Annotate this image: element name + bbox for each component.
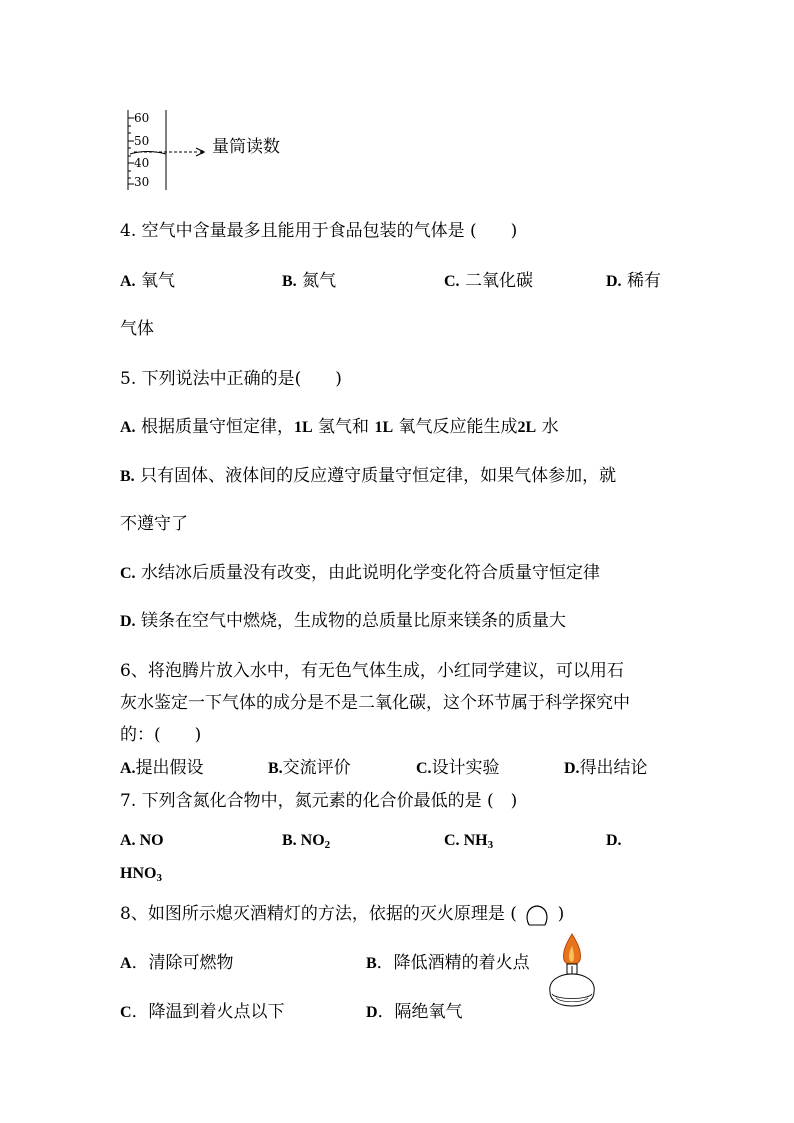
q6-stem-line2: 灰水鉴定一下气体的成分是不是二氧化碳，这个环节属于科学探究中 — [120, 693, 630, 713]
option-text-part: 根据质量守恒定律， — [140, 417, 294, 437]
option-label: C. — [416, 760, 432, 777]
q5-option-b-wrap: 不遵守了 — [120, 514, 188, 534]
option-label: B — [366, 955, 377, 972]
volume-value: 2L — [517, 419, 537, 436]
q7-stem: 7. 下列含氮化合物中，氮元素的化合价最低的是 ( ) — [120, 791, 518, 811]
option-text: NO — [300, 832, 325, 849]
option-text: 只有固体、液体间的反应遵守质量守恒定律，如果气体参加，就 — [140, 466, 617, 486]
option-label: D. — [120, 613, 136, 630]
option-text: NO — [139, 832, 164, 849]
q6-stem-line3: 的：( ) — [120, 725, 202, 745]
option-text: 提出假设 — [135, 758, 204, 778]
q8-stem-text: ) — [557, 904, 565, 924]
q4-stem: 4. 空气中含量最多且能用于食品包装的气体是 ( ) — [120, 221, 518, 241]
formula-subscript: 2 — [324, 839, 331, 851]
tick-label: 50 — [134, 134, 150, 148]
lamp-cap-icon — [522, 903, 552, 927]
volume-value: 1L — [293, 419, 313, 436]
option-label: D. — [606, 832, 622, 849]
q5-option-d — [120, 606, 566, 631]
q8-option-d — [366, 997, 463, 1022]
option-text: ．降低酒精的着火点 — [376, 953, 530, 973]
option-label: B. — [120, 468, 135, 485]
tick-label: 30 — [134, 175, 150, 189]
option-text: ．清除可燃物 — [131, 953, 234, 973]
tick-label: 40 — [134, 156, 150, 170]
option-b — [268, 753, 351, 778]
option-text: 水结冰后质量没有改变，由此说明化学变化符合质量守恒定律 — [140, 563, 600, 583]
option-b — [282, 266, 336, 291]
option-text: 稀有 — [626, 271, 661, 291]
formula-subscript: 3 — [487, 839, 494, 851]
q8-option-b — [366, 948, 530, 973]
option-a — [120, 832, 164, 850]
option-a — [120, 266, 175, 291]
option-text: 氧气 — [140, 271, 175, 291]
figure-caption: 量筒读数 — [212, 137, 280, 157]
option-label: A. — [120, 419, 136, 436]
option-text-part: 氧气反应能生成 — [393, 417, 518, 437]
graduated-cylinder-figure — [122, 108, 292, 194]
option-c — [444, 266, 533, 291]
option-label: C. — [444, 832, 460, 849]
option-label: A — [120, 955, 132, 972]
option-a — [120, 753, 204, 778]
q8-stem-text: 8、如图所示熄灭酒精灯的方法，依据的灭火原理是 ( — [120, 904, 517, 924]
option-label: B. — [268, 760, 283, 777]
option-text: ．隔绝氧气 — [377, 1002, 463, 1022]
option-text: HNO — [120, 865, 157, 882]
q8-option-c — [120, 997, 285, 1022]
option-label: D. — [564, 760, 580, 777]
q8-option-a — [120, 948, 234, 973]
option-c — [416, 753, 500, 778]
option-label: C. — [444, 273, 460, 290]
option-label: D — [366, 1004, 378, 1021]
option-d — [606, 266, 661, 291]
option-c — [444, 832, 493, 851]
q5-option-b — [120, 461, 616, 486]
volume-value: 1L — [374, 419, 394, 436]
tick-label: 60 — [134, 111, 150, 125]
formula-subscript: 3 — [156, 872, 162, 884]
q5-option-c — [120, 558, 600, 583]
option-d-wrap: 气体 — [120, 319, 154, 339]
option-label: D. — [606, 273, 622, 290]
option-text: 得出结论 — [579, 758, 648, 778]
option-d-wrap — [120, 865, 162, 884]
option-text: NH — [463, 832, 488, 849]
q5-stem: 5. 下列说法中正确的是( ) — [120, 369, 342, 389]
option-text-part: 氢气和 — [312, 417, 375, 437]
q5-option-a — [120, 412, 559, 437]
option-text: 氮气 — [302, 271, 337, 291]
option-label: A. — [120, 760, 136, 777]
option-label: A. — [120, 832, 136, 849]
alcohol-lamp-icon — [542, 930, 602, 1012]
option-text: 设计实验 — [431, 758, 500, 778]
option-b — [282, 832, 330, 851]
option-text: ．降温到着火点以下 — [131, 1002, 285, 1022]
option-text: 交流评价 — [282, 758, 351, 778]
option-label: C — [120, 1004, 132, 1021]
option-d — [564, 753, 648, 778]
option-text: 镁条在空气中燃烧，生成物的总质量比原来镁条的质量大 — [140, 611, 566, 631]
option-label: A. — [120, 273, 136, 290]
option-label: B. — [282, 273, 297, 290]
option-text-part: 水 — [536, 417, 559, 437]
q6-stem-line1: 6、将泡腾片放入水中，有无色气体生成，小红同学建议，可以用石 — [120, 661, 624, 681]
option-label: B. — [282, 832, 297, 849]
option-text: 二氧化碳 — [464, 271, 533, 291]
option-d — [606, 832, 622, 850]
option-label: C. — [120, 565, 136, 582]
q8-stem — [120, 899, 564, 927]
